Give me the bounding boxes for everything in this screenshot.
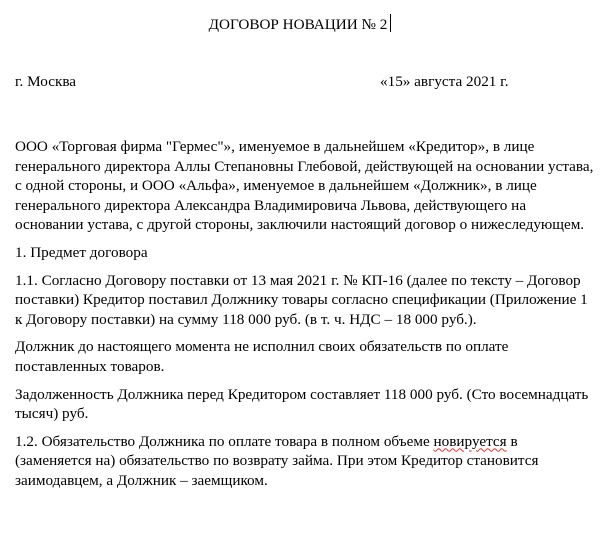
debt-amount-paragraph: Задолженность Должника перед Кредитором составляет 118 000 руб. (Сто восемнадцать тысяч) руб. <box>15 385 589 423</box>
debt-paragraph: Должник до настоящего момента не исполнил своих обязательств по оплате поставленных товаров. <box>15 338 509 375</box>
spellcheck-flagged-word[interactable]: новируется <box>433 432 507 450</box>
document-body <box>15 137 595 499</box>
clause-1-2-text-end: в (заменяется на) обязательство по возврату займа. При этом Кредитор становится заимодавцем, а Должник – заемщиком. <box>15 432 539 489</box>
clause-1-2 <box>15 432 595 491</box>
document-title-line <box>0 14 600 35</box>
document-city: г. Москва <box>15 73 77 90</box>
text-cursor <box>390 14 391 32</box>
document-title: ДОГОВОР НОВАЦИИ № 2 <box>208 16 388 33</box>
section-heading-subject: 1. Предмет договора <box>15 243 148 261</box>
document-date: «15» августа 2021 г. <box>380 73 509 90</box>
clause-1-2-text-start: 1.2. Обязательство Должника по оплате товара в полном объеме <box>15 432 434 450</box>
intro-paragraph: ООО «Торговая фирма "Гермес"», именуемое в дальнейшем «Кредитор», в лице генерального директора Аллы Степановны Глебовой, действующей на основании устава, с одной стороны, и ООО «Альфа», именуемое в дальнейшем «Должник», в лице генерального директора Александра Владимировича Львова, действующего на основании устава, с другой стороны, заключили настоящий договор о нижеследующем. <box>15 138 594 234</box>
clause-1-1: 1.1. Согласно Договору поставки от 13 мая 2021 г. № КП-16 (далее по тексту – Договор поставки) Кредитор поставил Должнику товары согласно спецификации (Приложение 1 к Договору поставки) на сумму 118 000 руб. (в т. ч. НДС – 18 000 руб.). <box>15 271 588 328</box>
